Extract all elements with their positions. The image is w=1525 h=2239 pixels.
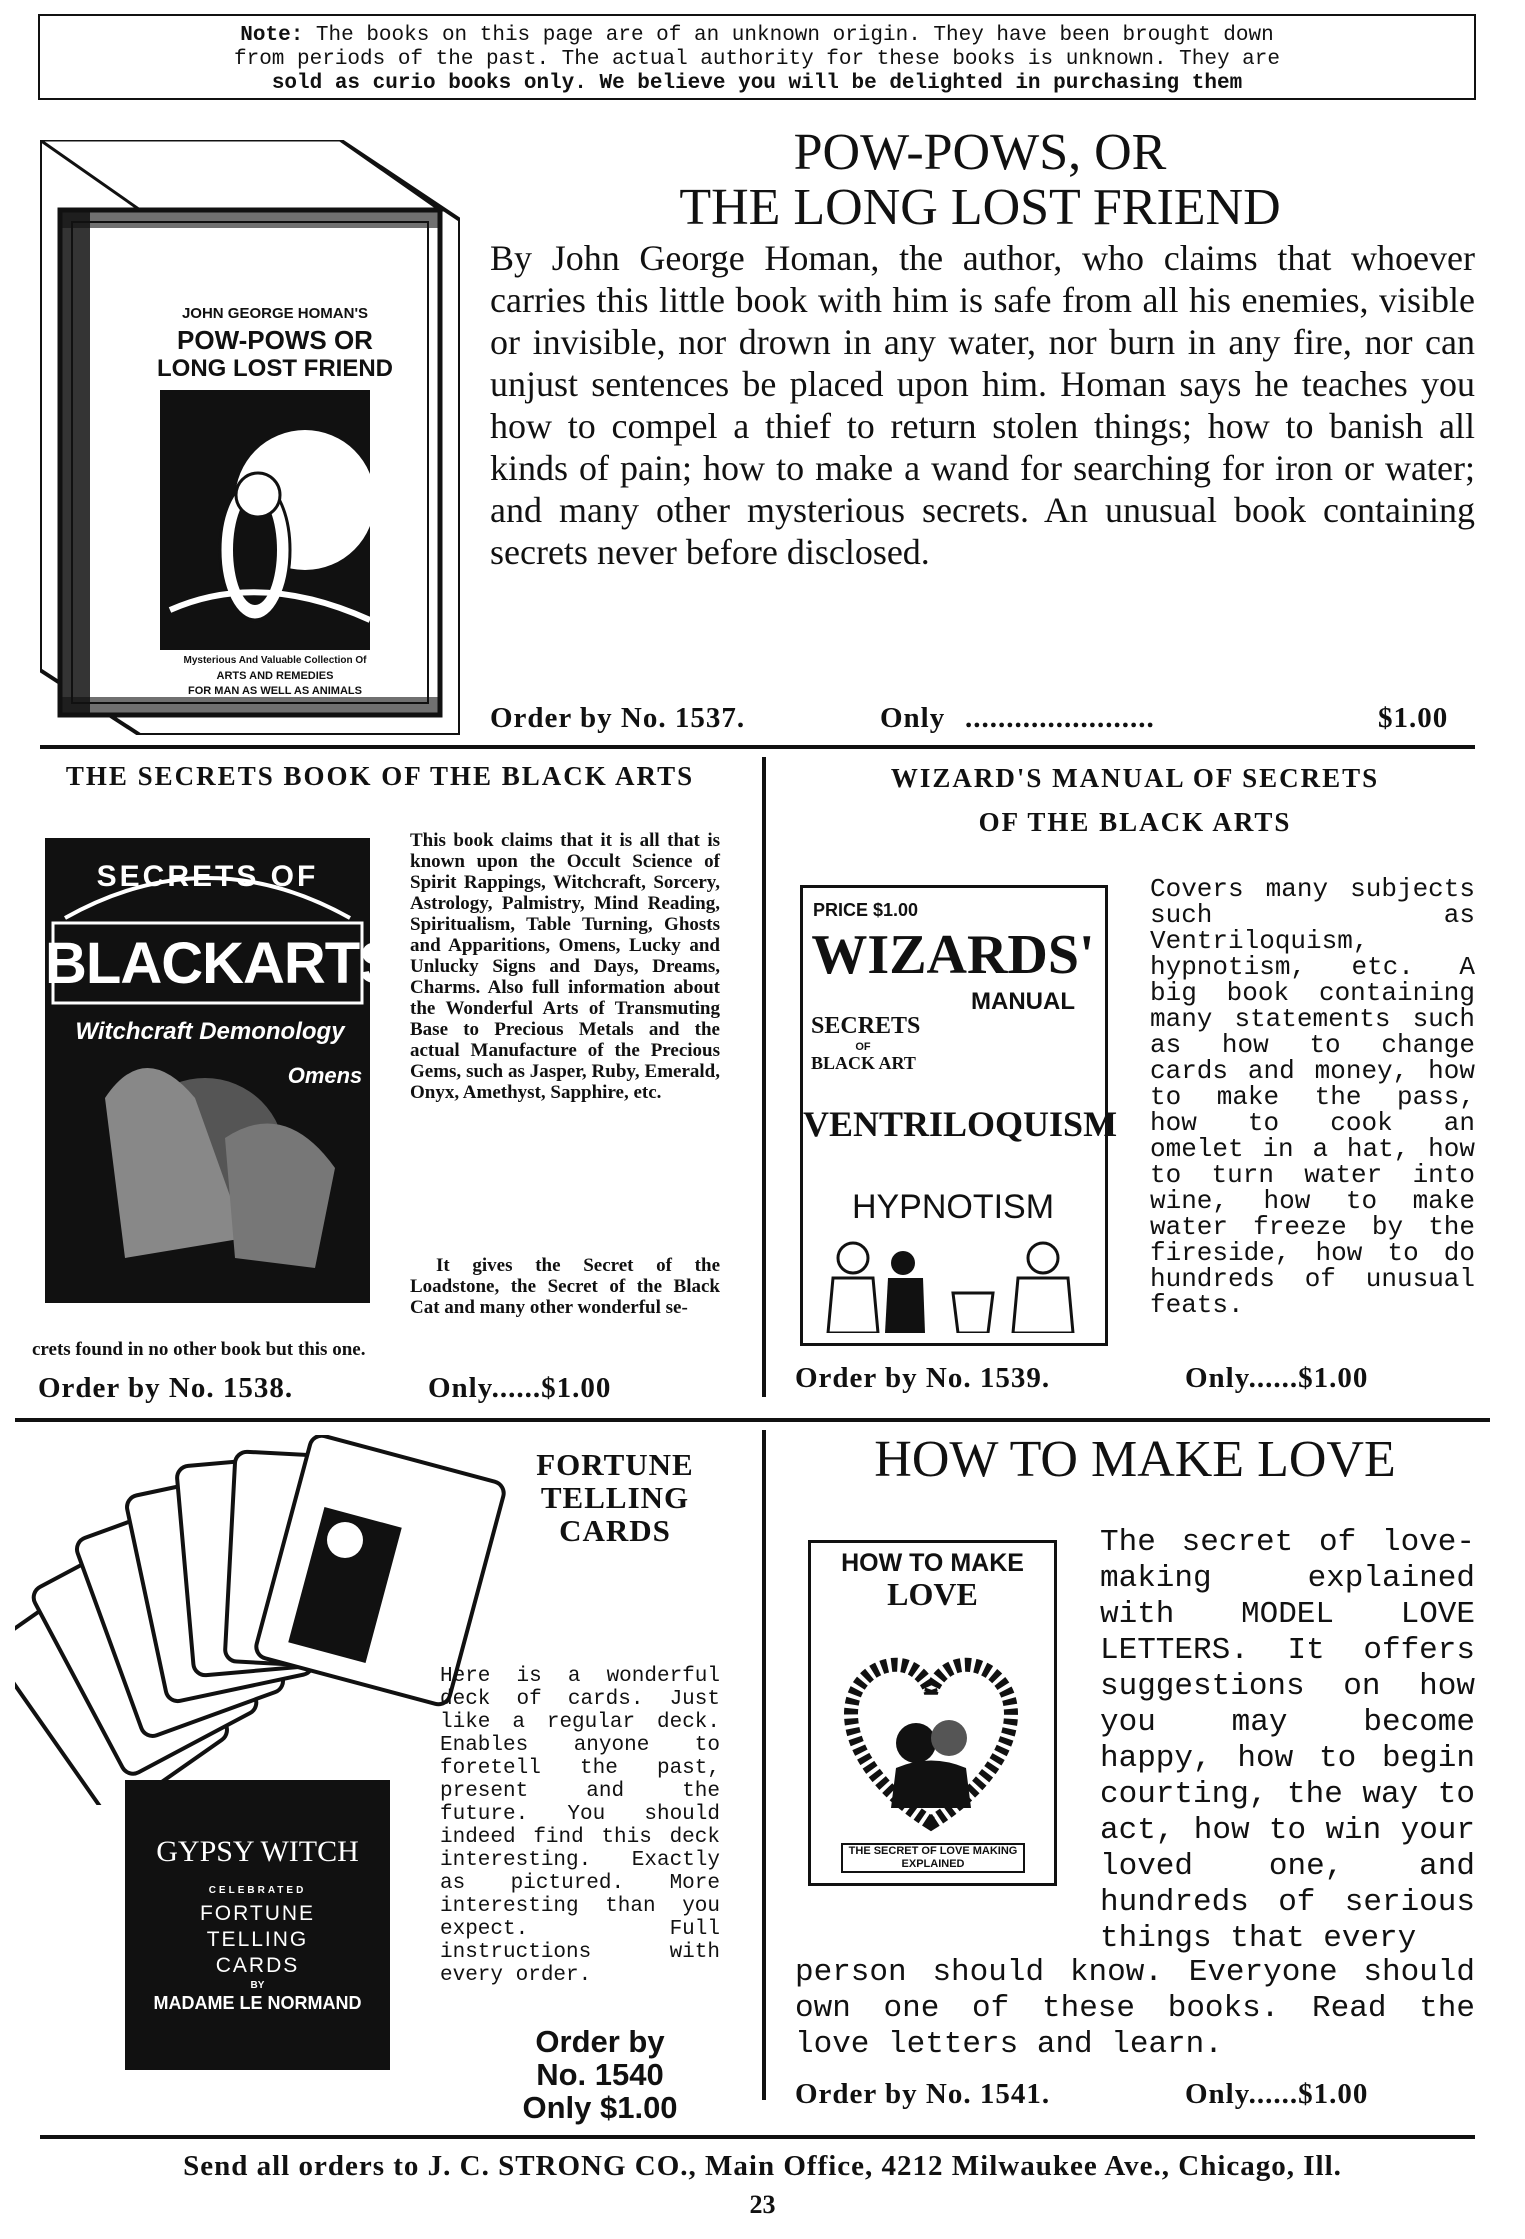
cover-line-1: WIZARDS' (811, 924, 1095, 986)
pow-pows-book-image (40, 140, 460, 735)
ad-1541-order: Order by No. 1541. (795, 2078, 1051, 2110)
cover-line-6: BY (250, 1980, 265, 1991)
ad-1537-title-1: POW-POWS, OR (793, 124, 1167, 181)
note-line-1: The books on this page are of an unknown origin. They have been brought down (315, 24, 1274, 47)
cover-line-2: CELEBRATED (208, 1885, 307, 1896)
note-line-3: sold as curio books only. We believe you will be delighted in purchasing them (271, 72, 1243, 95)
ad-1537-price: $1.00 (1378, 702, 1449, 734)
ad-1539-title-1: WIZARD'S MANUAL OF SECRETS (890, 763, 1380, 793)
cover-line-4: Omens (287, 1063, 363, 1088)
cover-line-4: OF (855, 1041, 871, 1053)
note-line-2: from periods of the past. The actual authority for these books is unknown. They are (234, 48, 1280, 71)
cover-line-2: POW-POWS OR (177, 325, 373, 355)
divider-3 (40, 2135, 1475, 2139)
cover-line-3: FORTUNE (199, 1902, 316, 1925)
ad-1537-title-2: THE LONG LOST FRIEND (679, 179, 1281, 236)
divider-1 (40, 745, 1475, 749)
cover-line-3: Witchcraft Demonology (75, 1018, 345, 1045)
cover-line-2: MANUAL (971, 988, 1075, 1015)
ad-1537-only: Only (880, 702, 946, 734)
ad-1539-only: Only......$1.00 (1185, 1362, 1369, 1394)
ad-1538-body: This book claims that it is all that is known upon the Occult Science of Spirit Rappings, Witchcraft, Sorcery, Astrology, Palmistry, Mind Reading, Spiritualism, Table Turning, Ghosts and Apparitions, Omens, Lucky and Unlucky Signs and Days, Dreams, Charms. Also full information about the Wonderful Arts of Transmuting Base to Precious Metals and the actual Manufacture of the Precious Gems, such as Jasper, Ruby, Emerald, Onyx, Amethyst, Sapphire, etc. (410, 830, 720, 1103)
cover-line-4: TELLING (206, 1928, 309, 1951)
ad-1541-body-2: person should know. Everyone should own one of these books. Read the love letters and learn. (795, 1955, 1475, 2062)
ad-1541-title: HOW TO MAKE LOVE (874, 1431, 1396, 1488)
ad-1540-order-1: Order by (535, 2024, 665, 2059)
ad-1539-order: Order by No. 1539. (795, 1362, 1051, 1394)
page-number: 23 (749, 2190, 776, 2219)
magician-illustration (813, 1233, 1093, 1333)
divider-v-1 (762, 757, 766, 1397)
ad-1540-title-2: TELLING (540, 1480, 690, 1515)
ad-1538-body-2: It gives the Secret of the Loadstone, the Secret of the Black Cat and many other wonderful se- (410, 1255, 720, 1318)
ad-1539-title-2: OF THE BLACK ARTS (978, 807, 1292, 837)
cover-line-6: FOR MAN AS WELL AS ANIMALS (188, 685, 362, 697)
cover-line-1: GYPSY WITCH (156, 1835, 359, 1868)
cover-line-7: HYPNOTISM (851, 1188, 1055, 1226)
cover-line-1: JOHN GEORGE HOMAN'S (181, 305, 369, 322)
ad-1538-title: THE SECRETS BOOK OF THE BLACK ARTS (65, 761, 695, 791)
ad-1540-title-3: CARDS (559, 1513, 671, 1548)
cover-line-5: ARTS AND REMEDIES (216, 670, 334, 682)
gypsy-witch-box-image (125, 1780, 390, 2070)
cover-line-3: SECRETS (811, 1013, 921, 1039)
ad-1539-body: Covers many subjects such as Ventriloquism, hypnotism, etc. A big book containing many statements such as how to change cards and money, how to make the pass, how to cook an omelet in a hat, how to turn water into wine, how to make water freeze by the fireside, how to do hundreds of unusual feats. (1150, 874, 1475, 1320)
note-label: Note: (240, 24, 304, 47)
cover-line-5: CARDS (215, 1954, 300, 1977)
ad-1538-only: Only......$1.00 (428, 1372, 612, 1404)
ad-1540-order-3: Only $1.00 (522, 2090, 678, 2125)
ad-1537-body: By John George Homan, the author, who claims that whoever carries this little book with him is safe from all his enemies, visible or invisible, nor drown in any water, nor burn in any fire, nor can unjust sentences be placed upon him. Homan says he teaches you how to compel a thief to return stolen things; how to banish all kinds of pain; how to make a wand for searching for iron or water; and many other mysterious secrets. An unusual book containing secrets never before disclosed. (490, 238, 1475, 572)
note-box (38, 14, 1476, 100)
divider-v-2 (762, 1430, 766, 2100)
cover-price: PRICE $1.00 (813, 900, 919, 920)
book-cover-graphic (40, 140, 460, 735)
ad-1540-order-2: No. 1540 (536, 2057, 664, 2092)
wizards-manual-book-image (800, 885, 1118, 1346)
ad-1540-body: Here is a wonderful deck of cards. Just like a regular deck. Enables anyone to foretell the past, present and the future. You should indeed find this deck interesting. Exactly as pictured. More interesting than you expect. Full instructions with every order. (440, 1665, 720, 1987)
cover-line-3: LONG LOST FRIEND (157, 355, 393, 382)
ad-1537-order: Order by No. 1537. (490, 702, 746, 734)
cover-line-1: SECRETS OF (96, 860, 319, 893)
cover-line-1: HOW TO MAKE (841, 1549, 1024, 1577)
cover-line-4: Mysterious And Valuable Collection Of (183, 655, 367, 666)
heart-wreath-illustration (831, 1623, 1031, 1843)
cover-line-6: VENTRILOQUISM (803, 1104, 1118, 1144)
ad-1538-order: Order by No. 1538. (38, 1372, 294, 1404)
ad-1540-title-1: FORTUNE (536, 1447, 694, 1482)
black-arts-book-image (45, 838, 397, 1303)
ad-1538-body-3: crets found in no other book but this one. (32, 1339, 366, 1360)
divider-2 (15, 1418, 1490, 1422)
cover-line-5: BLACK ART (811, 1053, 916, 1073)
ad-1540-title (500, 1448, 730, 1547)
ad-1537-dots: ....................... (965, 702, 1155, 734)
cover-line-7: MADAME LE NORMAND (153, 1993, 362, 2013)
cover-line-2: LOVE (887, 1576, 978, 1612)
cover-line-3: THE SECRET OF LOVE MAKING EXPLAINED (841, 1843, 1025, 1873)
footer-text: Send all orders to J. C. STRONG CO., Main Office, 4212 Milwaukee Ave., Chicago, Ill. (183, 2150, 1342, 2182)
ad-1540-order (470, 2025, 730, 2124)
ad-1541-only: Only......$1.00 (1185, 2078, 1369, 2110)
cover-line-2: BLACKARTS (45, 931, 397, 996)
ad-1541-body: The secret of love-making explained with MODEL LOVE LETTERS. It offers suggestions on how you may become happy, how to begin courting, the way to act, how to win your loved one, and hundreds of serious things that every (1100, 1525, 1475, 1956)
how-to-make-love-book-image (808, 1540, 1057, 1886)
